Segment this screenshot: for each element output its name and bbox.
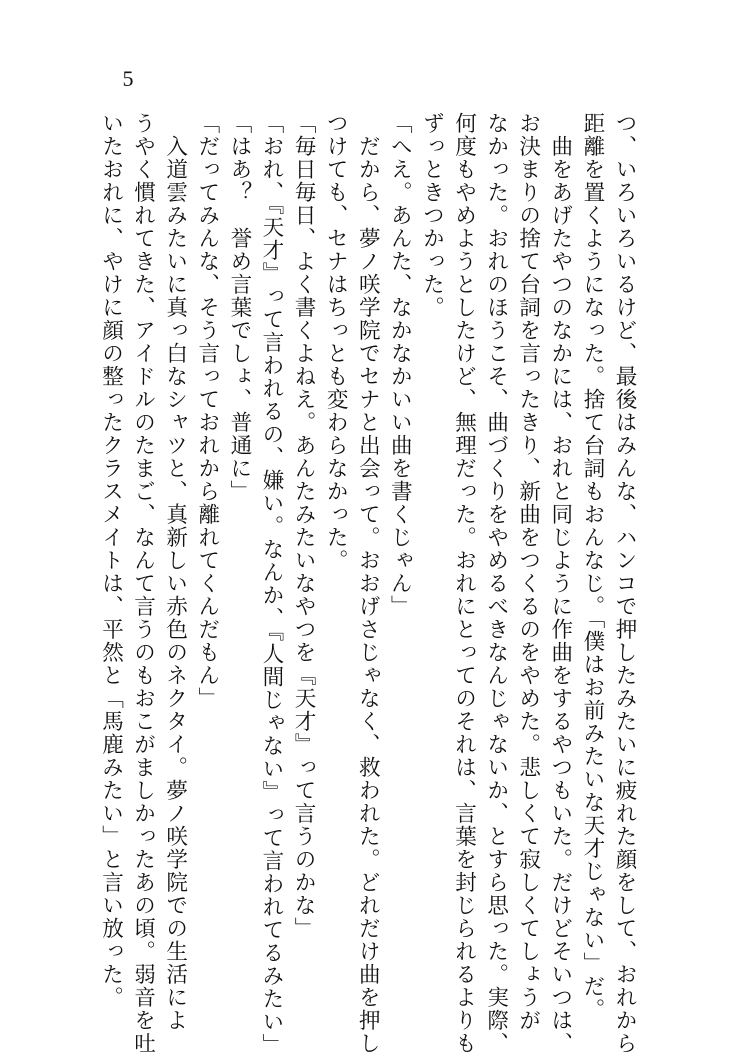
text-line: 「へえ。あんた、なかなかいい曲を書くじゃん」	[387, 112, 413, 618]
text-line: お決まりの捨て台詞を言ったきり、新曲をつくるのをやめた。悲しくて寂しくてしょうが	[515, 112, 541, 1032]
vertical-body-text	[94, 112, 640, 1056]
text-line: 「はあ？ 誉め言葉でしょ、普通に」	[226, 112, 252, 503]
text-line: 「おれ、『天才』って言われるの、嫌い。なんか、『人間じゃない』って言われてるみたい」	[258, 112, 284, 1056]
text-line: 「だってみんな、そう言っておれから離れてくんだもん」	[194, 112, 220, 710]
page-number: 5	[122, 66, 134, 91]
text-line: 入道雲みたいに真っ白なシャツと、真新しい赤色のネクタイ。夢ノ咲学院での生活によ	[162, 112, 188, 1032]
text-line: 距離を置くようになった。捨て台詞もおんなじ。「僕はお前みたいな天才じゃない」だ。	[579, 112, 605, 1022]
text-line: なかった。おれのほうこそ、曲づくりをやめるべきなんじゃないか、とすら思った。実際、	[483, 112, 509, 1055]
text-line: 曲をあげたやつのなかには、おれと同じように作曲をするやつもいた。だけどそいつは、	[547, 112, 573, 1055]
text-line: ずっときつかった。	[419, 112, 445, 319]
text-line: つ、いろいろいるけど、最後はみんな、ハンコで押したみたいに疲れた顔をして、おれから	[612, 112, 637, 1055]
text-line: 「毎日毎日、よく書くよねえ。あんたみたいなやつを『天才』って言うのかな」	[291, 112, 317, 940]
text-line: だから、夢ノ咲学院でセナと出会って。おおげさじゃなく、救われた。どれだけ曲を押し	[355, 112, 381, 1055]
text-line: いたおれに、やけに顔の整ったクラスメイトは、平然と「馬鹿みたい」と言い放った。	[98, 112, 124, 1009]
text-line: つけても、セナはちっとも変わらなかった。	[323, 112, 349, 572]
text-line: 何度もやめようとしたけど、無理だった。おれにとってのそれは、言葉を封じられるよりも	[451, 112, 477, 1055]
text-line: うやく慣れてきた、アイドルのたまご、なんて言うのもおこがましかったあの頃。弱音を吐	[130, 112, 156, 1055]
